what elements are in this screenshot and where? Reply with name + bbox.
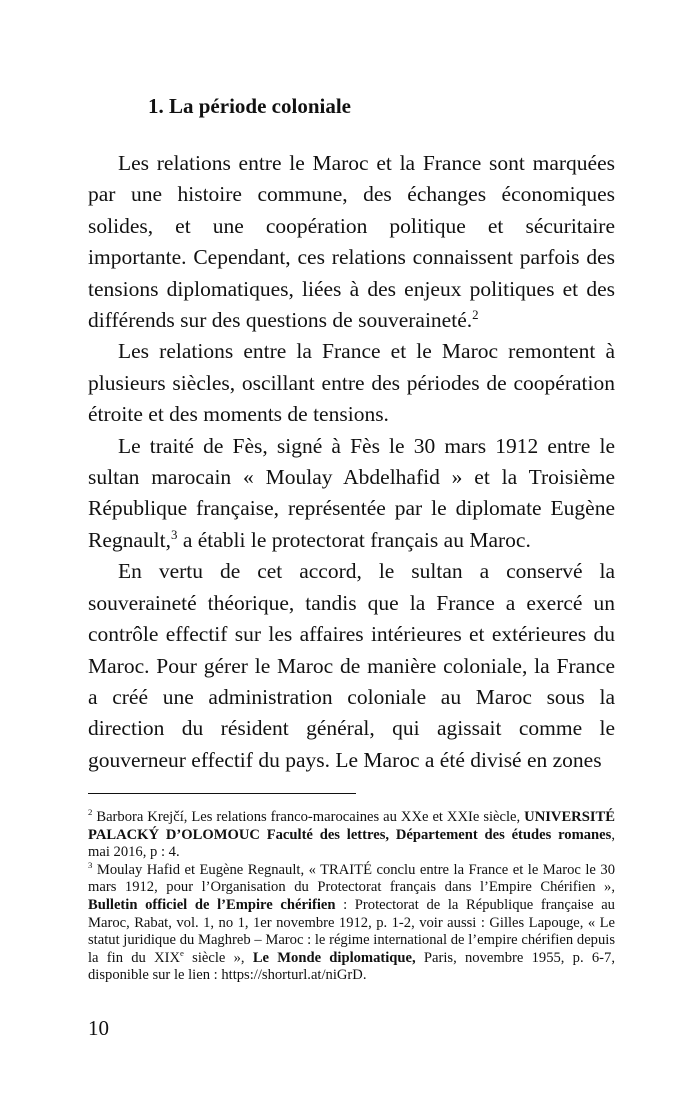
footnote-superscript: e xyxy=(180,947,184,958)
footnote-text: Paris, novembre 1955, p. 6-7, disponible sur le lien : https://shorturl.at/niGrD. xyxy=(88,949,615,984)
footnote-text: Barbora Krejčí, Les relations franco-marocaines au XXe et XXIe siècle, xyxy=(92,809,525,825)
footnote-bold-text: UNIVERSITÉ PALACKÝ D’OLOMOUC Faculté des lettres, Département des études romanes xyxy=(88,809,615,843)
footnote xyxy=(88,859,615,985)
footnote-number: 2 xyxy=(88,807,93,818)
footnote-ref[interactable]: 3 xyxy=(171,527,178,542)
paragraph xyxy=(88,431,615,557)
footnote-bold-text: Le Monde diplomatique, xyxy=(252,949,416,966)
footnotes xyxy=(88,809,615,985)
paragraph xyxy=(88,336,615,430)
page-number: 10 xyxy=(88,1016,109,1040)
footnote-text: siècle », xyxy=(183,949,253,966)
footnote-text: Moulay Hafid et Eugène Regnault, « TRAITÉ conclu entre la France et le Maroc le 30 mars 1912, pour l’Organisation du Protectorat français dans l’Empire Chérifien », xyxy=(88,861,615,896)
paragraph xyxy=(88,148,615,336)
paragraph-text: Les relations entre le Maroc et la France sont marquées par une histoire commune, des échanges économiques solides, et une coopération politique et sécuritaire importante. Cependant, ces relations connaissent parfois des tensions diplomatiques, liées à des enjeux politiques et des différends sur des questions de souveraineté. xyxy=(88,151,615,333)
paragraph-text: En vertu de cet accord, le sultan a conservé la souveraineté théorique, tandis que la France a exercé un contrôle effectif sur les affaires intérieures et extérieures du Maroc. Pour gérer le Maroc de manière coloniale, la France a créé une administration coloniale au Maroc sous la direction du résident général, qui agissait comme le gouverneur effectif du pays. Le Maroc a été divisé en zones xyxy=(88,559,615,772)
paragraph-text: Les relations entre la France et le Maroc remontent à plusieurs siècles, oscillant entre des périodes de coopération étroite et des moments de tensions. xyxy=(88,339,615,427)
paragraph-text-continued: a établi le protectorat français au Maroc. xyxy=(177,527,531,552)
footnote-separator xyxy=(88,793,356,794)
body-text xyxy=(88,148,615,776)
section-heading: 1. La période coloniale xyxy=(148,94,351,118)
footnote-text: , mai 2016, p : 4. xyxy=(88,826,615,861)
footnote xyxy=(88,809,615,862)
footnote-text: : Protectorat de la République française au Maroc, Rabat, vol. 1, no 1, 1er novembre 1912, p. 1-2, voir aussi : Gilles Lapouge, « Le statut juridique du Maghreb – Maroc : le régime international de l’empire chérifien depuis la fin du XIX xyxy=(88,896,615,966)
paragraph xyxy=(88,556,615,776)
paragraph-text: Le traité de Fès, signé à Fès le 30 mars 1912 entre le sultan marocain « Moulay Abdelhafid » et la Troisième République française, représentée par le diplomate Eugène Regnault, xyxy=(88,433,615,552)
footnote-ref[interactable]: 2 xyxy=(472,307,479,322)
footnote-number: 3 xyxy=(88,859,93,870)
footnote-bold-text: Bulletin officiel de l’Empire chérifien xyxy=(88,896,336,913)
